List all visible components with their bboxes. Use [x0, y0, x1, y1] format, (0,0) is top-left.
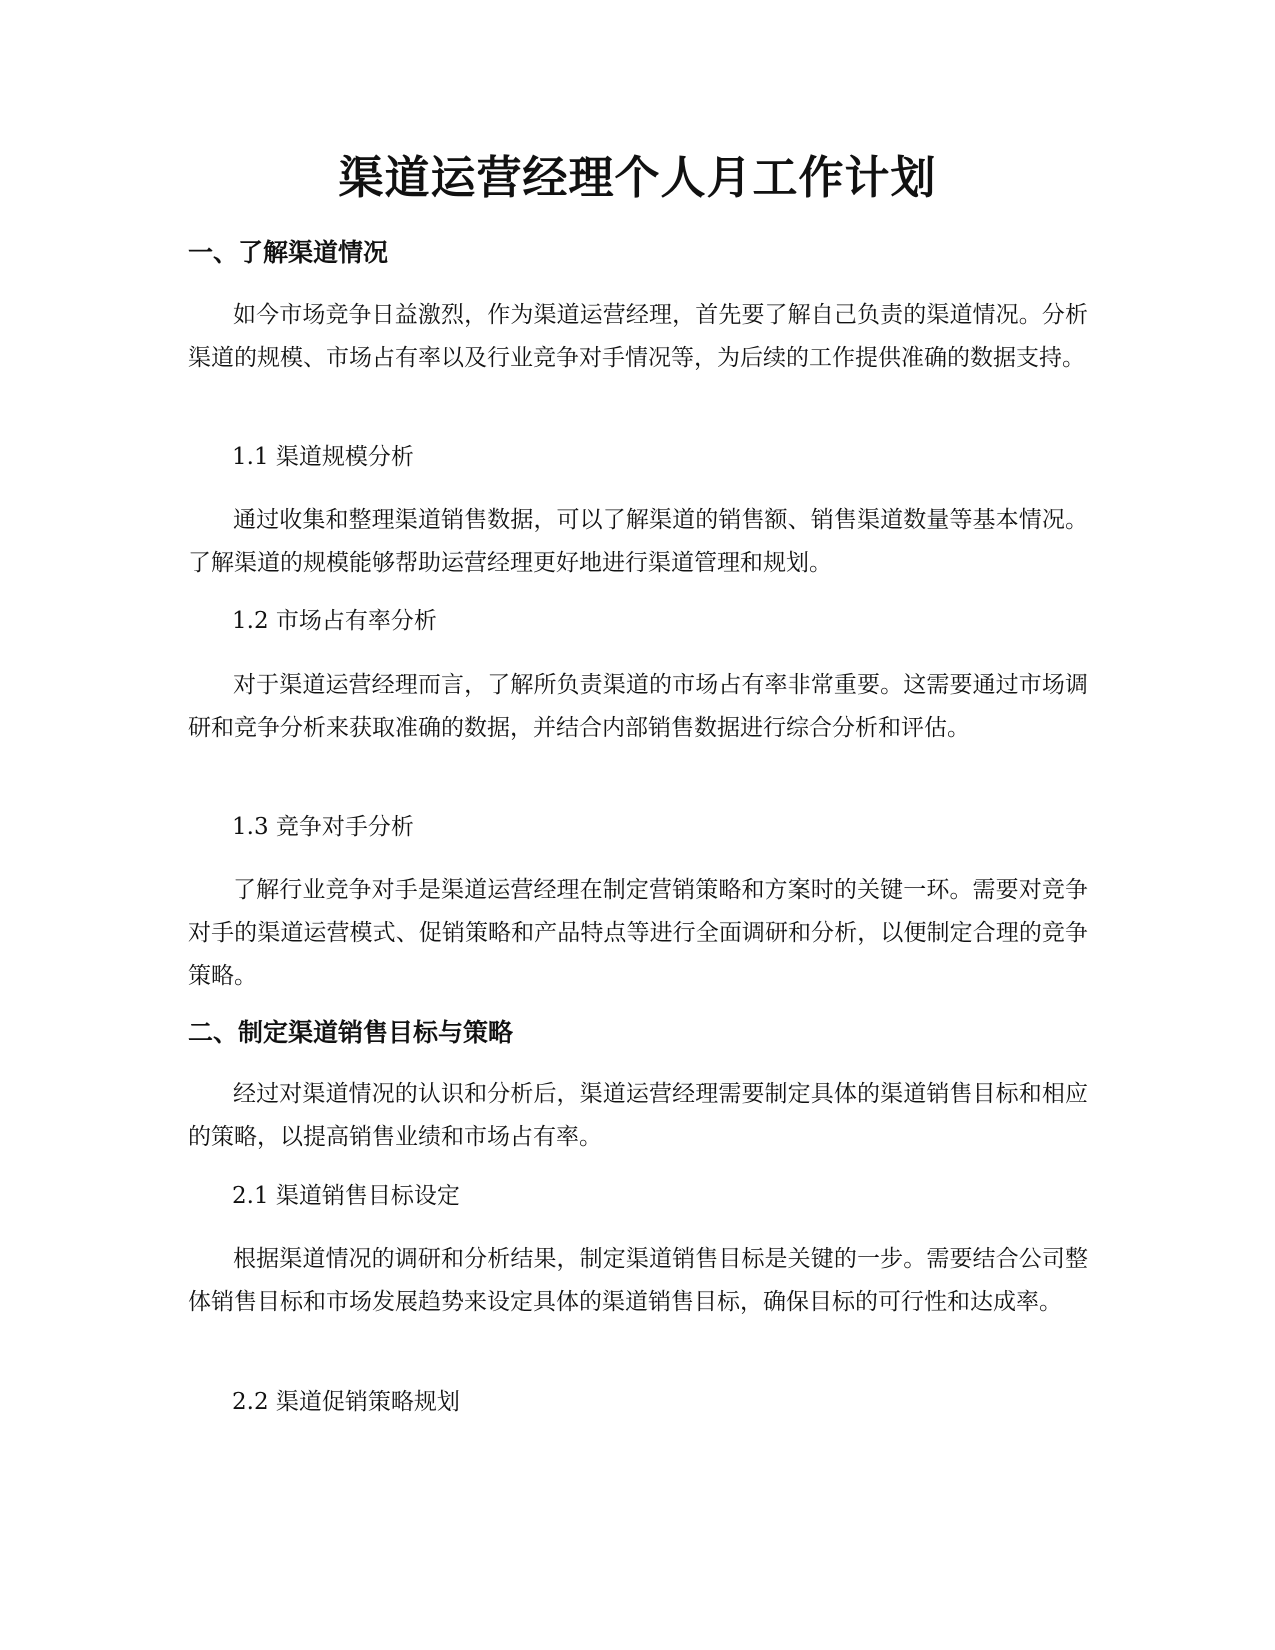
section-1-intro: 如今市场竞争日益激烈，作为渠道运营经理，首先要了解自己负责的渠道情况。分析渠道的规模、市场占有率以及行业竞争对手情况等，为后续的工作提供准确的数据支持。: [188, 302, 1088, 371]
subsection-1-2-title: 1.2 市场占有率分析: [232, 608, 437, 634]
document-title: 渠道运营经理个人月工作计划: [338, 151, 937, 204]
subsection-2-1-title: 2.1 渠道销售目标设定: [232, 1183, 460, 1209]
subsection-1-3-title: 1.3 竞争对手分析: [232, 814, 414, 840]
subsection-2-1-body: 根据渠道情况的调研和分析结果，制定渠道销售目标是关键的一步。需要结合公司整体销售目标和市场发展趋势来设定具体的渠道销售目标，确保目标的可行性和达成率。: [188, 1246, 1088, 1315]
section-2-intro: 经过对渠道情况的认识和分析后，渠道运营经理需要制定具体的渠道销售目标和相应的策略，以提高销售业绩和市场占有率。: [188, 1081, 1088, 1150]
subsection-1-1-body: 通过收集和整理渠道销售数据，可以了解渠道的销售额、销售渠道数量等基本情况。了解渠道的规模能够帮助运营经理更好地进行渠道管理和规划。: [188, 507, 1088, 576]
section-2-heading: 二、制定渠道销售目标与策略: [188, 1018, 514, 1047]
section-1-heading: 一、了解渠道情况: [188, 238, 389, 267]
subsection-1-3-body: 了解行业竞争对手是渠道运营经理在制定营销策略和方案时的关键一环。需要对竞争对手的渠道运营模式、促销策略和产品特点等进行全面调研和分析，以便制定合理的竞争策略。: [188, 877, 1088, 989]
subsection-2-2-title: 2.2 渠道促销策略规划: [232, 1389, 460, 1415]
subsection-1-1-title: 1.1 渠道规模分析: [232, 444, 414, 470]
subsection-1-2-body: 对于渠道运营经理而言，了解所负责渠道的市场占有率非常重要。这需要通过市场调研和竞争分析来获取准确的数据，并结合内部销售数据进行综合分析和评估。: [188, 672, 1088, 741]
